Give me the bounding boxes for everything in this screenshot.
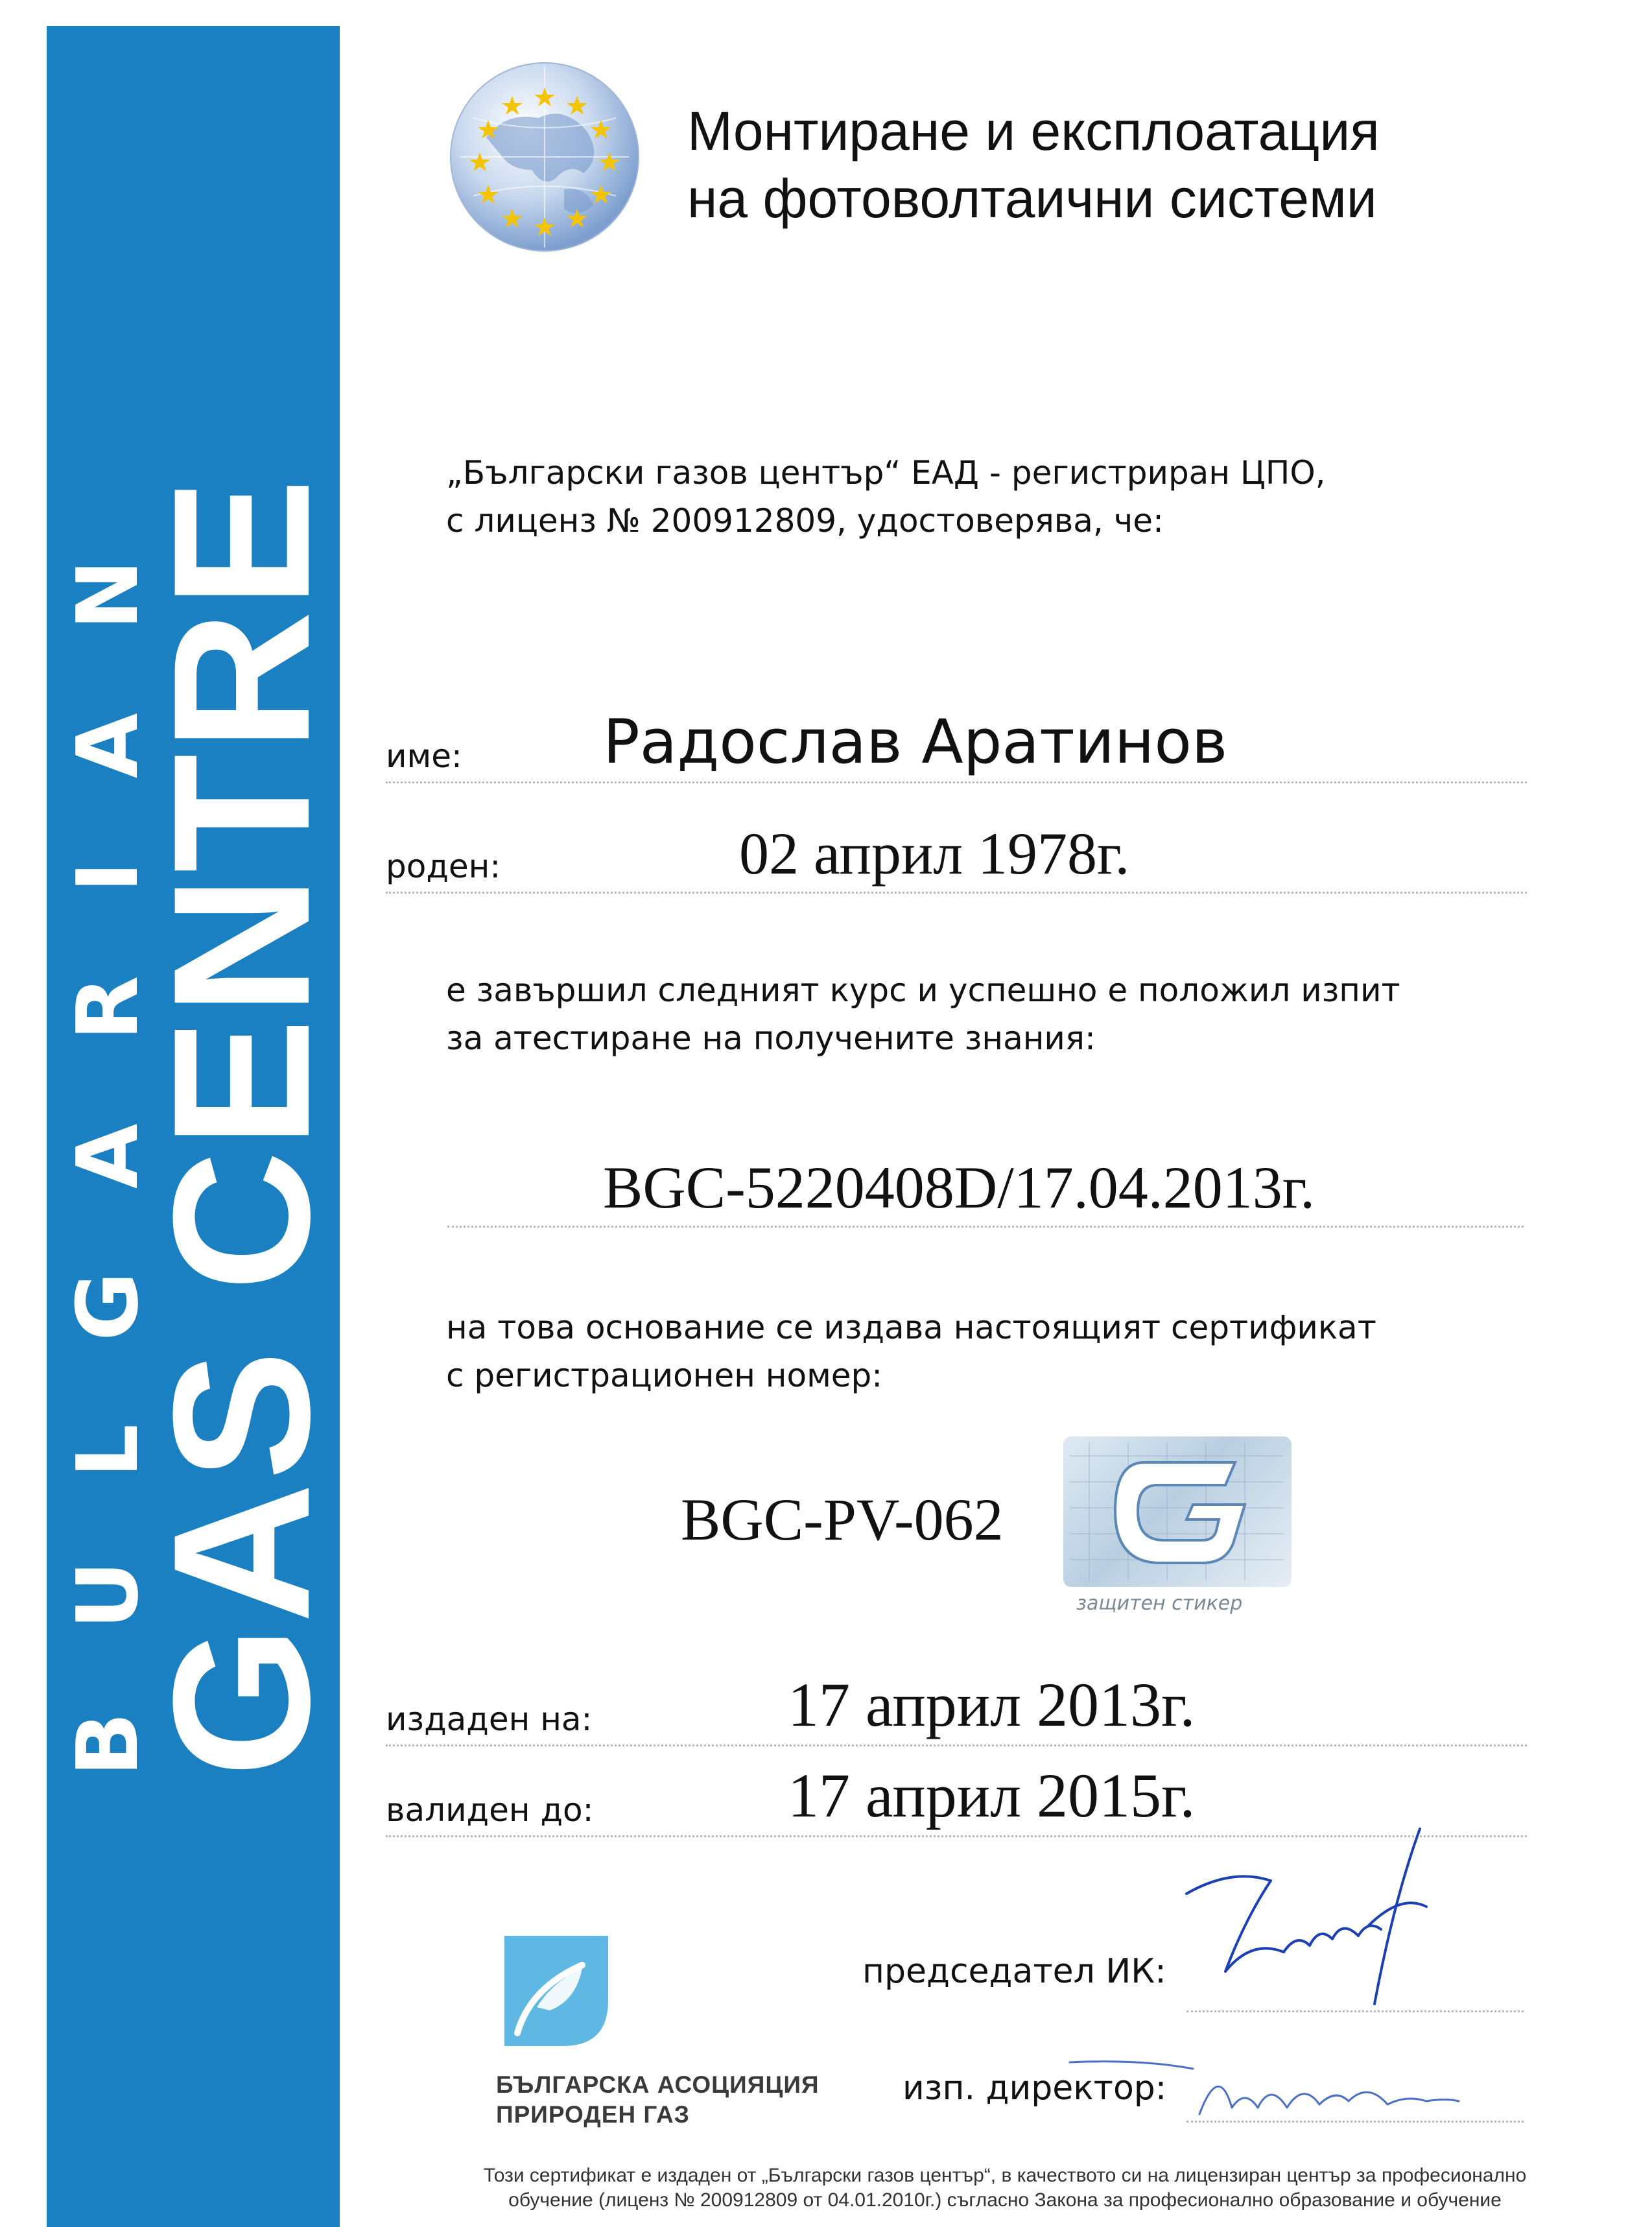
legal-footer-line-1: Този сертификат е издаден от „Български газов център“, в качеството си на лицензиран център за професионално (483, 2165, 1527, 2186)
brand-band-text (47, 154, 350, 2099)
valid-until-value: 17 април 2015г. (788, 1761, 1196, 1830)
issued-date-label: издаден на: (386, 1700, 593, 1738)
chairman-signature-icon (1180, 1822, 1452, 2017)
course-code-value: BGC-5220408D/17.04.2013г. (603, 1154, 1316, 1221)
association-name (496, 2070, 820, 2130)
legal-footer-line-2: обучение (лиценз № 200912809 от 04.01.2010г.) съгласно Закона за професионално образование и обучение (508, 2189, 1502, 2211)
birth-date-row (386, 820, 1527, 894)
hologram-g-logo-icon (1063, 1436, 1292, 1587)
issued-date-row (386, 1670, 1527, 1746)
issuer-statement (446, 449, 1587, 545)
brand-band (47, 26, 350, 2227)
security-sticker (1063, 1436, 1292, 1587)
chairman-label: председател ИК: (862, 1952, 1166, 1991)
birth-date-label: роден: (386, 848, 501, 885)
name-row (386, 707, 1527, 783)
gas-association-leaf-logo-icon (491, 1929, 615, 2053)
legal-footer (389, 2163, 1621, 2213)
eu-globe-logo-icon (447, 60, 642, 254)
birth-date-value: 02 април 1978г. (739, 820, 1130, 887)
course-statement (446, 966, 1587, 1062)
director-signature-icon (1063, 2036, 1465, 2140)
course-code-row (447, 1154, 1524, 1228)
sticker-caption: защитен стикер (1076, 1592, 1243, 1615)
director-label: изп. директор: (903, 2069, 1167, 2108)
course-statement-line-1: е завършил следният курс и успешно е положил изпит (446, 971, 1400, 1009)
valid-until-label: валиден до: (386, 1791, 594, 1829)
name-value: Радослав Аратинов (603, 707, 1228, 778)
association-name-line-2: ПРИРОДЕН ГАЗ (496, 2101, 690, 2128)
course-title (687, 97, 1569, 232)
name-label: име: (386, 737, 462, 775)
certificate-statement-line-1: на това основание се издава настоящият сертификат (446, 1309, 1376, 1346)
issued-date-value: 17 април 2013г. (788, 1670, 1196, 1739)
course-title-line-2: на фотоволтаични системи (687, 168, 1377, 229)
course-statement-line-2: за атестиране на получените знания: (446, 1019, 1096, 1057)
certificate-statement-line-2: с регистрационен номер: (446, 1357, 883, 1394)
association-name-line-1: БЪЛГАРСКА АСОЦИЯЦИЯ (496, 2071, 820, 2098)
course-title-line-1: Монтиране и експлоатация (687, 101, 1380, 161)
brand-bulgarian-text: BULGARIAN (58, 476, 157, 1777)
certificate-statement (446, 1304, 1587, 1399)
brand-gas-centre-text: GAS CENTRE (132, 475, 350, 1778)
registration-number: BGC-PV-062 (681, 1486, 1004, 1553)
issuer-statement-line-1: „Български газов център“ ЕАД - регистриран ЦПО, (446, 454, 1326, 492)
issuer-statement-line-2: с лиценз № 200912809, удостоверява, че: (446, 502, 1164, 540)
